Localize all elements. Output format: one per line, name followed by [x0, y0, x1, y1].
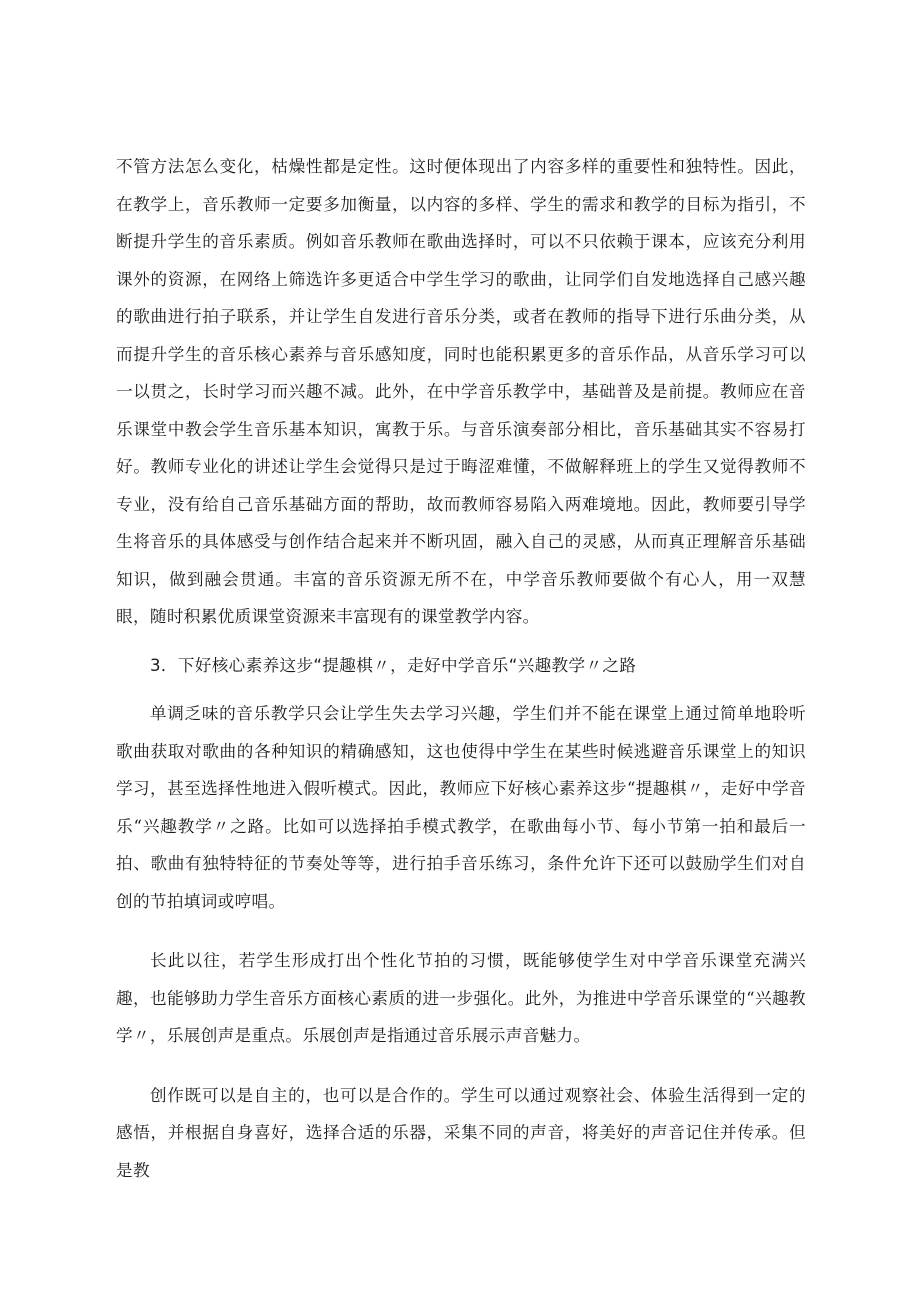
- document-body: [116, 148, 806, 1189]
- paragraph: 单调乏味的音乐教学只会让学生失去学习兴趣，学生们并不能在课堂上通过简单地聆听歌曲获取对歌曲的各种知识的精确感知，这也使得中学生在某些时候逃避音乐课堂上的知识学习，甚至选择性地进入假听模式。因此，教师应下好核心素养这步“提趣棋〃，走好中学音乐“兴趣教学〃之路。比如可以选择拍手模式教学，在歌曲每小节、每小节第一拍和最后一拍、歌曲有独特特征的节奏处等等，进行拍手音乐练习，条件允许下还可以鼓励学生们对自创的节拍填词或哼唱。: [116, 704, 806, 911]
- paragraph: 创作既可以是自主的，也可以是合作的。学生可以通过观察社会、体验生活得到一定的感悟，并根据自身喜好，选择合适的乐器，采集不同的声音，将美好的声音记住并传承。但是教: [116, 1085, 806, 1180]
- paragraph: 长此以往，若学生形成打出个性化节拍的习惯，既能够使学生对中学音乐课堂充满兴趣，也能够助力学生音乐方面核心素质的进一步强化。此外，为推进中学音乐课堂的“兴趣教学〃，乐展创声是重点。乐展创声是指通过音乐展示声音魅力。: [116, 951, 806, 1045]
- section-heading: 3．下好核心素养这步“提趣棋〃，走好中学音乐“兴趣教学〃之路: [150, 655, 637, 675]
- paragraph-continued: 不管方法怎么变化，枯燥性都是定性。这时便体现出了内容多样的重要性和独特性。因此，在教学上，音乐教师一定要多加衡量，以内容的多样、学生的需求和教学的目标为指引，不断提升学生的音乐素质。例如音乐教师在歌曲选择时，可以不只依赖于课本，应该充分利用课外的资源，在网络上筛选许多更适合中学生学习的歌曲，让同学们自发地选择自己感兴趣的歌曲进行拍子联系，并让学生自发进行音乐分类，或者在教师的指导下进行乐曲分类，从而提升学生的音乐核心素养与音乐感知度，同时也能积累更多的音乐作品，从音乐学习可以一以贯之，长时学习而兴趣不减。此外，在中学音乐教学中，基础普及是前提。教师应在音乐课堂中教会学生音乐基本知识，寓教于乐。与音乐演奏部分相比，音乐基础其实不容易打好。教师专业化的讲述让学生会觉得只是过于晦涩难懂，不做解释班上的学生又觉得教师不专业，没有给自己音乐基础方面的帮助，故而教师容易陷入两难境地。因此，教师要引导学生将音乐的具体感受与创作结合起来并不断巩固，融入自己的灵感，从而真正理解音乐基础知识，做到融会贯通。丰富的音乐资源无所不在，中学音乐教师要做个有心人，用一双慧眼，随时积累优质课堂资源来丰富现有的课堂教学内容。: [116, 157, 806, 626]
